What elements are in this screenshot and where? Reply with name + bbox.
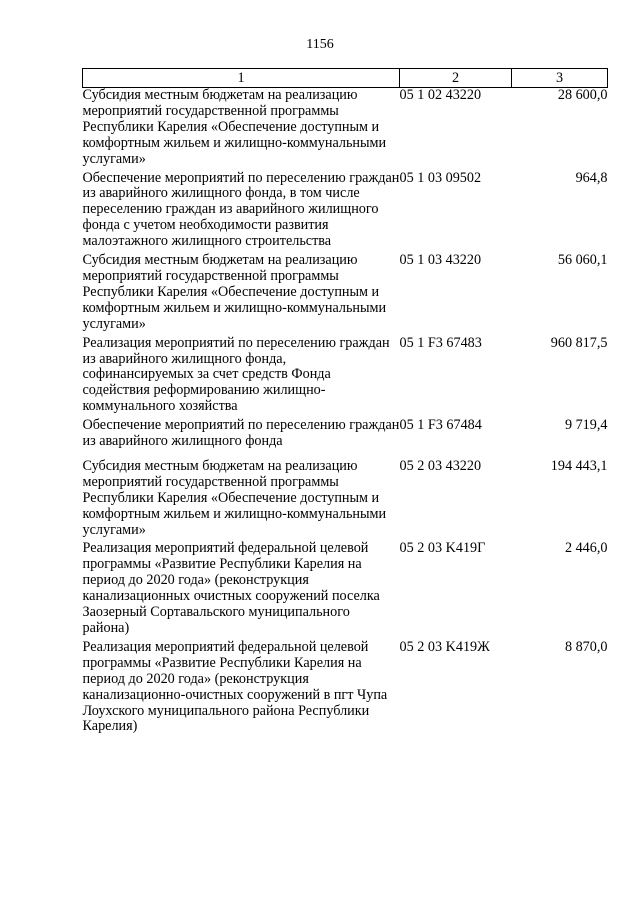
row-code: 05 2 03 K419Г — [399, 540, 486, 557]
row-name: Субсидия местным бюджетам на реализацию мероприятий государственной программы Республики Карелия «Обеспечение доступным и комфортным жильем и жилищно-коммунальными услугами» — [82, 252, 387, 332]
table-row — [83, 541, 608, 639]
table-row — [83, 88, 608, 171]
column-header-3: 3 — [512, 69, 608, 88]
row-amount: 2 446,0 — [564, 540, 608, 557]
table-row — [83, 336, 608, 419]
table-row — [83, 253, 608, 336]
row-name: Субсидия местным бюджетам на реализацию мероприятий государственной программы Республики Карелия «Обеспечение доступным и комфортным жильем и жилищно-коммунальными услугами» — [82, 457, 387, 538]
page-number: 1156 — [306, 37, 334, 52]
row-name: Субсидия местным бюджетам на реализацию мероприятий государственной программы Республики Карелия «Обеспечение доступным и комфортным жильем и жилищно-коммунальными услугами» — [82, 87, 387, 167]
row-name: Реализация мероприятий федеральной целевой программы «Развитие Республики Карелия на период до 2020 года» (реконструкция канализационных очистных сооружений поселка Заозерный Сортавальского муниципального района) — [82, 540, 380, 636]
row-code: 05 1 03 09502 — [399, 169, 482, 186]
row-name: Обеспечение мероприятий по переселению граждан из аварийного жилищного фонда, в том числе переселению граждан из аварийного жилищного фонда с учетом необходимости развития малоэтажного жилищного строительства — [82, 169, 400, 250]
row-code: 05 2 03 K419Ж — [399, 638, 490, 655]
row-code: 05 1 03 43220 — [399, 252, 482, 269]
budget-table — [82, 68, 608, 738]
row-name: Реализация мероприятий по переселению граждан из аварийного жилищного фонда, софинансируемых за счет средств Фонда содействия реформированию жилищно-коммунального хозяйства — [82, 334, 390, 415]
table-row — [83, 640, 608, 738]
row-name: Реализация мероприятий федеральной целевой программы «Развитие Республики Карелия на период до 2020 года» (реконструкция канализационно-очистных сооружений в пгт Чупа Лоухского муниципального района Республики Карелия) — [82, 638, 388, 735]
row-amount: 9 719,4 — [564, 417, 608, 434]
table-header-row — [83, 69, 608, 88]
row-amount: 960 817,5 — [550, 334, 608, 351]
row-amount: 194 443,1 — [550, 457, 608, 474]
row-amount: 28 600,0 — [557, 87, 608, 103]
row-code: 05 1 F3 67483 — [399, 334, 482, 351]
table-row — [83, 418, 608, 459]
column-header-1: 1 — [83, 69, 400, 88]
row-amount: 8 870,0 — [564, 638, 608, 655]
column-header-2: 2 — [400, 69, 512, 88]
row-name: Обеспечение мероприятий по переселению граждан из аварийного жилищного фонда — [82, 417, 400, 450]
table-row — [83, 459, 608, 542]
row-code: 05 2 03 43220 — [399, 457, 482, 474]
row-code: 05 1 F3 67484 — [399, 417, 482, 434]
table-row — [83, 171, 608, 254]
row-amount: 964,8 — [575, 169, 608, 186]
row-code: 05 1 02 43220 — [399, 87, 482, 103]
row-amount: 56 060,1 — [557, 252, 608, 269]
